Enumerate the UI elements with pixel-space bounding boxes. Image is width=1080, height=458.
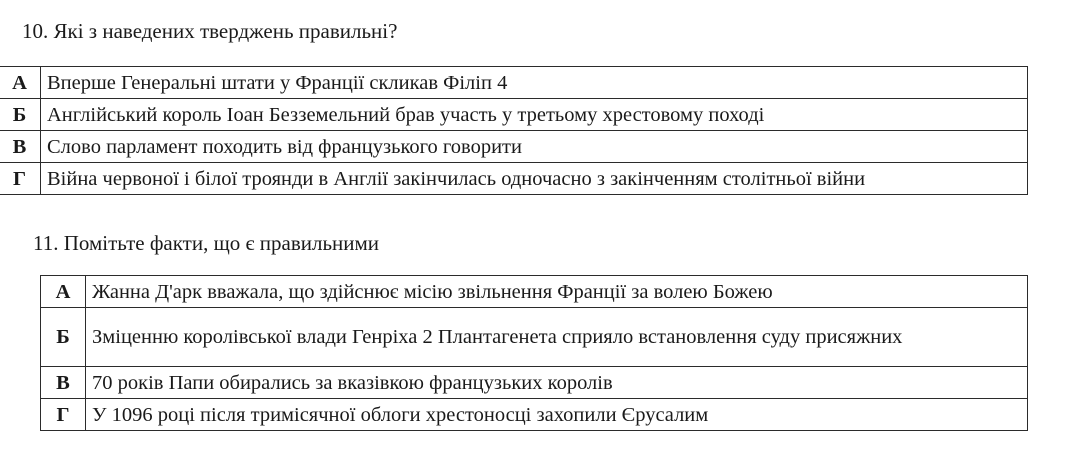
option-letter: В — [41, 367, 86, 399]
table-row — [0, 131, 1028, 163]
option-letter: В — [0, 131, 41, 163]
option-letter: А — [0, 67, 41, 99]
option-letter: А — [41, 276, 86, 308]
question-11-table — [40, 275, 1028, 431]
option-text: У 1096 році після тримісячної облоги хрестоносці захопили Єрусалим — [86, 399, 1028, 431]
option-letter: Б — [41, 308, 86, 367]
option-letter: Б — [0, 99, 41, 131]
question-11-title: 11. Помітьте факти, що є правильними — [33, 231, 380, 255]
question-10-table — [0, 66, 1028, 195]
table-row — [0, 67, 1028, 99]
option-text: Війна червоної і білої троянди в Англії закінчилась одночасно з закінченням столітньої війни — [41, 163, 1028, 195]
option-text: Англійський король Іоан Безземельний брав участь у третьому хрестовому поході — [41, 99, 1028, 131]
table-row — [0, 99, 1028, 131]
table-row — [41, 399, 1028, 431]
table-row — [41, 308, 1028, 367]
question-10-title: 10. Які з наведених тверджень правильні? — [22, 19, 398, 43]
option-text: Жанна Д'арк вважала, що здійснює місію звільнення Франції за волею Божею — [86, 276, 1028, 308]
option-text: Зміценню королівської влади Генріха 2 Плантагенета сприяло встановлення суду присяжних — [86, 308, 1028, 367]
option-text: Вперше Генеральні штати у Франції скликав Філіп 4 — [41, 67, 1028, 99]
table-row — [0, 163, 1028, 195]
option-text: Слово парламент походить від французького говорити — [41, 131, 1028, 163]
option-text: 70 років Папи обирались за вказівкою французьких королів — [86, 367, 1028, 399]
table-row — [41, 276, 1028, 308]
table-row — [41, 367, 1028, 399]
option-letter: Г — [41, 399, 86, 431]
option-letter: Г — [0, 163, 41, 195]
